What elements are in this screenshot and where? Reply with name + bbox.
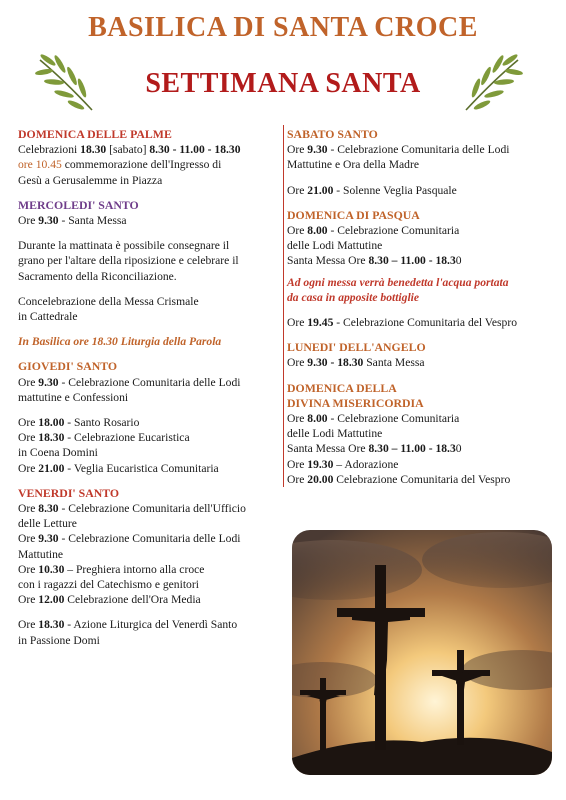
schedule-line: Ore 9.30 - Santa Messa — [18, 214, 127, 228]
section-heading: DIVINA MISERICORDIA — [287, 395, 424, 410]
page-subtitle: SETTIMANA SANTA — [145, 68, 421, 99]
schedule-line: Ore 21.00 - Solenne Veglia Pasquale — [287, 183, 457, 197]
schedule-line: Ore 8.00 - Celebrazione Comunitaria — [287, 412, 460, 426]
text-line: Concelebrazione della Messa Crismale — [18, 294, 199, 308]
olive-branch-icon — [458, 50, 524, 116]
schedule-line: Santa Messa Ore 8.30 – 11.00 - 18.30 — [287, 254, 462, 268]
schedule-line: Ore 18.30 - Azione Liturgica del Venerdì Santo — [18, 618, 238, 632]
blessing-note: da casa in apposite bottiglie — [287, 290, 420, 304]
schedule-line: Ore 10.30 – Preghiera intorno alla croce — [18, 562, 205, 576]
schedule-line: delle Letture — [18, 517, 77, 531]
schedule-line: in Passione Domi — [18, 633, 100, 647]
schedule-line: Ore 18.30 - Celebrazione Eucaristica — [18, 431, 190, 445]
schedule-line: Ore 12.00 Celebrazione dell'Ora Media — [18, 593, 201, 607]
page-title: BASILICA DI SANTA CROCE — [88, 12, 478, 43]
schedule-line: Ore 20.00 Celebrazione Comunitaria del Vespro — [287, 472, 511, 486]
text-line: Durante la mattinata è possibile consegnare il — [18, 239, 230, 253]
schedule-line: Santa Messa Ore 8.30 – 11.00 - 18.30 — [287, 442, 462, 456]
schedule-line: Ore 9.30 - Celebrazione Comunitaria delle Lodi — [287, 143, 510, 157]
schedule-line: mattutine e Confessioni — [18, 390, 129, 404]
schedule-line: Ore 9.30 - Celebrazione Comunitaria delle Lodi — [18, 532, 241, 546]
column-divider — [283, 125, 284, 487]
olive-branch-icon — [34, 50, 100, 116]
left-column — [18, 127, 280, 648]
section-heading: DOMENICA DELLA — [287, 380, 397, 395]
schedule-line: Ore 8.30 - Celebrazione Comunitaria dell'Ufficio — [18, 502, 246, 516]
schedule-line: Mattutine e Ora della Madre — [287, 158, 419, 172]
schedule-line: ore 10.45 commemorazione dell'Ingresso di — [18, 158, 222, 172]
schedule-line: Mattutine — [18, 547, 64, 561]
section-heading: GIOVEDI' SANTO — [18, 359, 118, 374]
schedule-line: Ore 19.45 - Celebrazione Comunitaria del Vespro — [287, 316, 517, 330]
section-heading: SABATO SANTO — [287, 127, 378, 141]
schedule-line: Ore 19.30 – Adorazione — [287, 457, 399, 471]
schedule-line: Ore 21.00 - Veglia Eucaristica Comunitaria — [18, 461, 219, 475]
section-heading: VENERDI' SANTO — [18, 485, 120, 500]
text-line: grano per l'altare della riposizione e celebrare il — [18, 254, 239, 268]
section-heading: MERCOLEDI' SANTO — [18, 197, 139, 212]
text-line: in Cattedrale — [18, 310, 78, 324]
right-column — [287, 127, 559, 487]
schedule-line: Ore 18.00 - Santo Rosario — [18, 416, 140, 430]
schedule-line: delle Lodi Mattutine — [287, 427, 383, 441]
section-heading: LUNEDI' DELL'ANGELO — [287, 340, 426, 355]
schedule-line: con i ragazzi del Catechismo e genitori — [18, 578, 199, 592]
schedule-line: in Coena Domini — [18, 446, 98, 460]
liturgy-note: In Basilica ore 18.30 Liturgia della Parola — [18, 335, 222, 349]
schedule-line: delle Lodi Mattutine — [287, 239, 383, 253]
blessing-note: Ad ogni messa verrà benedetta l'acqua portata — [287, 275, 509, 289]
schedule-line: Gesù a Gerusalemme in Piazza — [18, 173, 163, 187]
schedule-line: Ore 8.00 - Celebrazione Comunitaria — [287, 224, 460, 238]
section-heading: DOMENICA DI PASQUA — [287, 207, 420, 222]
schedule-line: Ore 9.30 - 18.30 Santa Messa — [287, 356, 425, 370]
schedule-line: Ore 9.30 - Celebrazione Comunitaria delle Lodi — [18, 375, 241, 389]
crucifixion-photo — [292, 530, 552, 775]
schedule-line: Celebrazioni 18.30 [sabato] 8.30 - 11.00 - 18.30 — [18, 143, 241, 157]
text-line: Sacramento della Riconciliazione. — [18, 269, 177, 283]
section-heading: DOMENICA DELLE PALME — [18, 127, 172, 141]
